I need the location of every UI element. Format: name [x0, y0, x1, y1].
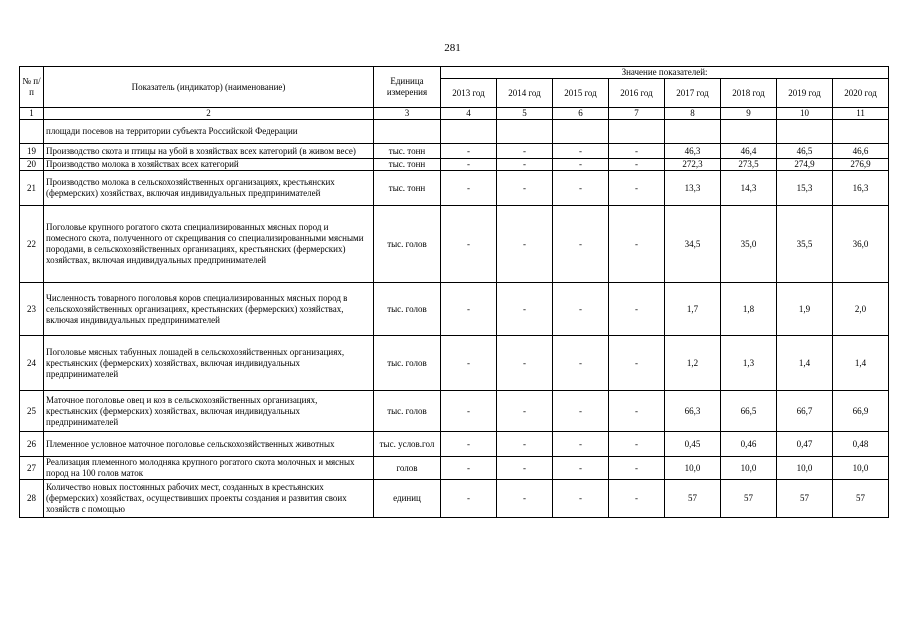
row-value: - [497, 336, 553, 391]
row-value: 276,9 [833, 159, 889, 171]
row-unit: тыс. голов [374, 336, 441, 391]
indicators-table [19, 66, 889, 518]
row-value: 35,5 [777, 206, 833, 283]
row-value [497, 120, 553, 144]
row-value: - [553, 171, 609, 206]
row-unit: тыс. тонн [374, 144, 441, 159]
row-value: 35,0 [721, 206, 777, 283]
row-indicator: Производство молока в сельскохозяйственных организациях, крестьянских (фермерских) хозяйствах, включая индивидуальных предпринимателей [44, 171, 374, 206]
header-year: 2013 год [441, 79, 497, 108]
row-value: - [609, 432, 665, 457]
row-value: - [497, 391, 553, 432]
row-unit: единиц [374, 480, 441, 518]
row-value: 0,48 [833, 432, 889, 457]
row-value: - [553, 206, 609, 283]
header-year: 2020 год [833, 79, 889, 108]
row-indicator: Реализация племенного молодняка крупного рогатого скота молочных и мясных пород на 100 голов маток [44, 457, 374, 480]
row-number: 20 [20, 159, 44, 171]
row-value: - [441, 480, 497, 518]
row-unit: тыс. голов [374, 391, 441, 432]
row-indicator: Производство скота и птицы на убой в хозяйствах всех категорий (в живом весе) [44, 144, 374, 159]
row-value: - [609, 171, 665, 206]
table-row [20, 171, 889, 206]
column-number: 9 [721, 108, 777, 120]
row-value: - [553, 457, 609, 480]
row-value: 1,4 [777, 336, 833, 391]
row-value: - [609, 336, 665, 391]
row-unit: тыс. услов.гол [374, 432, 441, 457]
row-value: 1,7 [665, 283, 721, 336]
table-row [20, 457, 889, 480]
header-year: 2017 год [665, 79, 721, 108]
row-unit: тыс. голов [374, 206, 441, 283]
table-row [20, 144, 889, 159]
row-indicator: Маточное поголовье овец и коз в сельскохозяйственных организациях, крестьянских (фермерских) хозяйствах, включая индивидуальных предпринимателей [44, 391, 374, 432]
row-value: - [553, 432, 609, 457]
row-value: - [609, 283, 665, 336]
row-value: 1,8 [721, 283, 777, 336]
row-value: 57 [833, 480, 889, 518]
row-value: 1,3 [721, 336, 777, 391]
row-number: 24 [20, 336, 44, 391]
row-value: - [497, 432, 553, 457]
table-row [20, 283, 889, 336]
row-value: - [553, 283, 609, 336]
row-value: - [441, 391, 497, 432]
row-value: - [441, 283, 497, 336]
row-value [777, 120, 833, 144]
row-value: 0,45 [665, 432, 721, 457]
header-values-group: Значение показателей: [441, 67, 889, 79]
row-value: - [497, 457, 553, 480]
row-value: 10,0 [777, 457, 833, 480]
row-value: 57 [721, 480, 777, 518]
column-number: 10 [777, 108, 833, 120]
column-number: 11 [833, 108, 889, 120]
row-indicator: Поголовье мясных табунных лошадей в сельскохозяйственных организациях, крестьянских (фермерских) хозяйствах, включая индивидуальных предпринимателей [44, 336, 374, 391]
row-value: 0,47 [777, 432, 833, 457]
column-number: 5 [497, 108, 553, 120]
row-value: 16,3 [833, 171, 889, 206]
row-value: - [441, 457, 497, 480]
row-unit: тыс. тонн [374, 159, 441, 171]
row-value: 66,5 [721, 391, 777, 432]
row-value: - [441, 159, 497, 171]
column-number: 8 [665, 108, 721, 120]
row-indicator: Количество новых постоянных рабочих мест, созданных в крестьянских (фермерских) хозяйствах, осуществивших проекты создания и развития своих хозяйств с помощью [44, 480, 374, 518]
row-value: - [497, 144, 553, 159]
row-number: 25 [20, 391, 44, 432]
header-year: 2015 год [553, 79, 609, 108]
row-value: 0,46 [721, 432, 777, 457]
row-number: 26 [20, 432, 44, 457]
row-value [833, 120, 889, 144]
page-number: 281 [444, 42, 461, 54]
row-indicator: Поголовье крупного рогатого скота специализированных мясных пород и помесного скота, полученного от скрещивания со специализированными мясными породами, в сельскохозяйственных организациях, крестьянских (фермерских) хозяйствах, включая индивидуальных предпринимателей [44, 206, 374, 283]
table-row [20, 336, 889, 391]
row-value: 13,3 [665, 171, 721, 206]
row-value: 57 [665, 480, 721, 518]
header-year: 2019 год [777, 79, 833, 108]
column-number: 6 [553, 108, 609, 120]
row-value: 10,0 [833, 457, 889, 480]
row-number: 28 [20, 480, 44, 518]
row-value: 1,2 [665, 336, 721, 391]
row-unit: тыс. тонн [374, 171, 441, 206]
column-number: 4 [441, 108, 497, 120]
row-unit [374, 120, 441, 144]
column-number: 1 [20, 108, 44, 120]
row-value [553, 120, 609, 144]
header-indicator: Показатель (индикатор) (наименование) [44, 67, 374, 108]
header-unit: Единица измерения [374, 67, 441, 108]
row-value: - [609, 391, 665, 432]
row-value: - [609, 206, 665, 283]
row-value: 274,9 [777, 159, 833, 171]
row-value: 46,5 [777, 144, 833, 159]
row-value: - [441, 171, 497, 206]
row-value: 66,3 [665, 391, 721, 432]
row-value: 273,5 [721, 159, 777, 171]
row-value: 10,0 [721, 457, 777, 480]
row-value: - [553, 391, 609, 432]
header-row-top [20, 67, 889, 79]
row-value: 46,6 [833, 144, 889, 159]
column-number: 3 [374, 108, 441, 120]
table-row [20, 391, 889, 432]
header-year: 2014 год [497, 79, 553, 108]
table-row [20, 206, 889, 283]
row-value: 66,9 [833, 391, 889, 432]
row-value: 46,3 [665, 144, 721, 159]
row-value: 272,3 [665, 159, 721, 171]
row-value [721, 120, 777, 144]
row-value: 66,7 [777, 391, 833, 432]
row-value: 2,0 [833, 283, 889, 336]
row-indicator: площади посевов на территории субъекта Российской Федерации [44, 120, 374, 144]
row-value: - [497, 283, 553, 336]
table-row [20, 120, 889, 144]
table-row [20, 432, 889, 457]
table-row [20, 159, 889, 171]
row-number: 27 [20, 457, 44, 480]
row-value: - [441, 144, 497, 159]
row-value: 57 [777, 480, 833, 518]
row-value: - [553, 144, 609, 159]
row-unit: тыс. голов [374, 283, 441, 336]
row-value [665, 120, 721, 144]
row-value: - [441, 432, 497, 457]
row-value: 34,5 [665, 206, 721, 283]
row-value: - [553, 336, 609, 391]
row-value: - [609, 144, 665, 159]
row-value: - [553, 159, 609, 171]
row-number [20, 120, 44, 144]
row-value [441, 120, 497, 144]
header-year: 2016 год [609, 79, 665, 108]
row-value: - [497, 206, 553, 283]
row-indicator: Племенное условное маточное поголовье сельскохозяйственных животных [44, 432, 374, 457]
row-value: - [497, 171, 553, 206]
row-value: 10,0 [665, 457, 721, 480]
row-number: 21 [20, 171, 44, 206]
row-value: - [497, 159, 553, 171]
row-indicator: Производство молока в хозяйствах всех категорий [44, 159, 374, 171]
row-value: - [609, 159, 665, 171]
row-number: 19 [20, 144, 44, 159]
header-colnum-row [20, 108, 889, 120]
row-value: 1,9 [777, 283, 833, 336]
row-number: 22 [20, 206, 44, 283]
row-value: - [609, 457, 665, 480]
row-value [609, 120, 665, 144]
row-value: 36,0 [833, 206, 889, 283]
row-value: - [441, 336, 497, 391]
column-number: 7 [609, 108, 665, 120]
row-value: - [609, 480, 665, 518]
row-value: - [553, 480, 609, 518]
row-value: 15,3 [777, 171, 833, 206]
row-indicator: Численность товарного поголовья коров специализированных мясных пород в сельскохозяйственных организациях, крестьянских (фермерских) хозяйствах, включая индивидуальных предпринимателей [44, 283, 374, 336]
row-value: 46,4 [721, 144, 777, 159]
table-row [20, 480, 889, 518]
header-num: № п/п [20, 67, 44, 108]
row-value: 1,4 [833, 336, 889, 391]
row-number: 23 [20, 283, 44, 336]
row-unit: голов [374, 457, 441, 480]
row-value: - [441, 206, 497, 283]
row-value: - [497, 480, 553, 518]
row-value: 14,3 [721, 171, 777, 206]
column-number: 2 [44, 108, 374, 120]
header-year: 2018 год [721, 79, 777, 108]
